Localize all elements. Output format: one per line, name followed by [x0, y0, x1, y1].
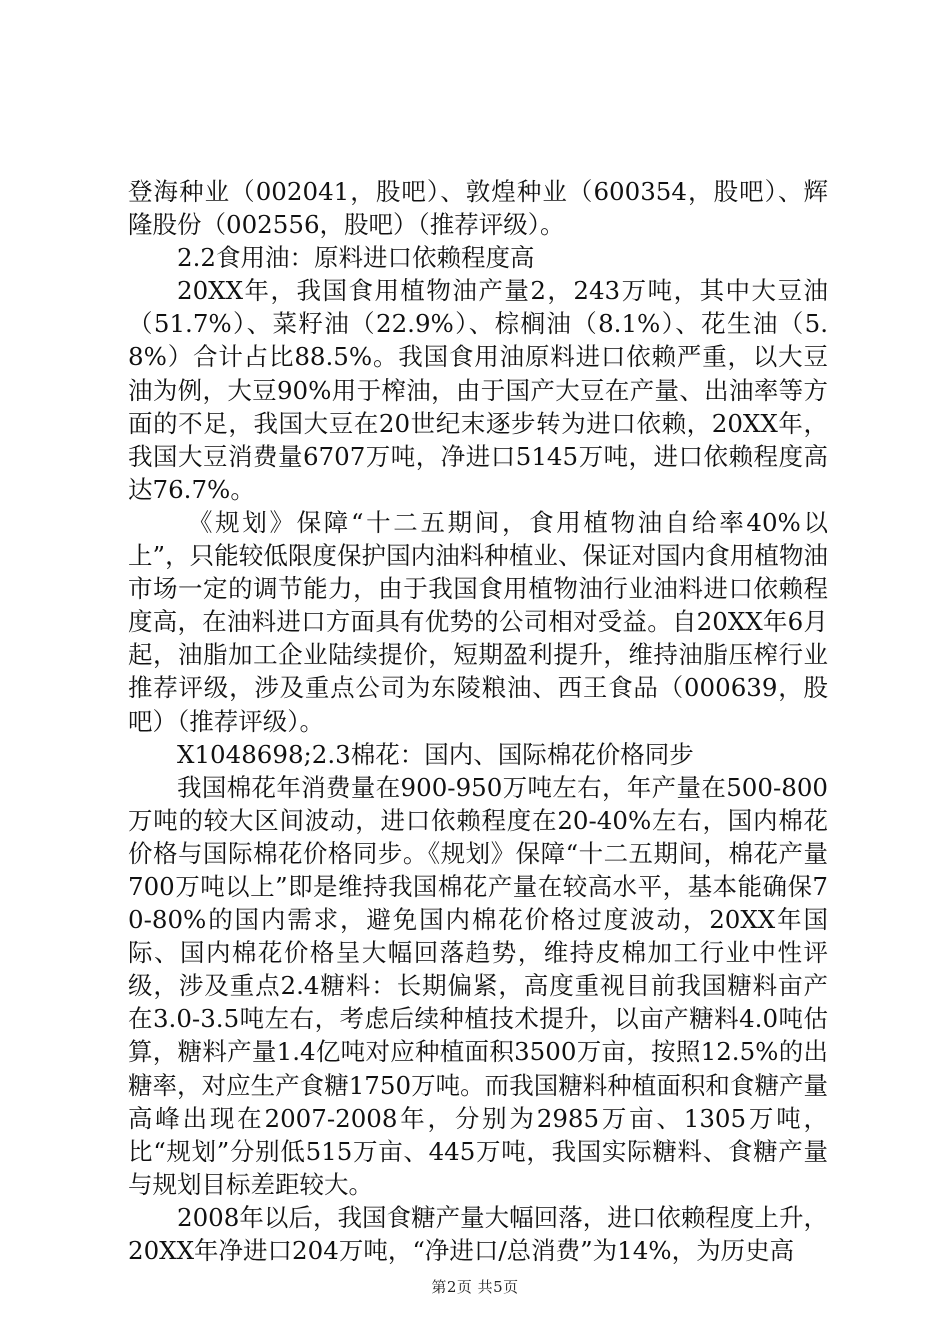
page-footer: 第2页 共5页 [431, 1278, 519, 1296]
paragraph-sugar-imports: 2008年以后，我国食糖产量大幅回落，进口依赖程度上升，20XX年净进口204万吨，“净进口/总消费”为14%，为历史高 [128, 1202, 828, 1265]
section-heading-cotton: X1048698;2.3棉花：国内、国际棉花价格同步 [177, 739, 694, 769]
paragraph-edible-oil-plan: 《规划》保障“十二五期间，食用植物油自给率40%以上”，只能较低限度保护国内油料种植业、保证对国内食用植物油市场一定的调节能力，由于我国食用植物油行业油料进口依赖程度高，在油料进口方面具有优势的公司相对受益。自20XX年6月起，油脂加工企业陆续提价，短期盈利提升，维持油脂压榨行业推荐评级，涉及重点公司为东陵粮油、西王食品（000639，股吧）（推荐评级）。 [128, 507, 828, 736]
paragraph-cotton-and-sugar: 我国棉花年消费量在900-950万吨左右，年产量在500-800万吨的较大区间波动，进口依赖程度在20-40%左右，国内棉花价格与国际棉花价格同步。《规划》保障“十二五期间，棉花产量700万吨以上”即是维持我国棉花产量在较高水平，基本能确保70-80%的国内需求，避免国内棉花价格过度波动，20XX年国际、国内棉花价格呈大幅回落趋势，维持皮棉加工行业中性评级，涉及重点2.4糖料：长期偏紧，高度重视目前我国糖料亩产在3.0-3.5吨左右，考虑后续种植技术提升，以亩产糖料4.0吨估算，糖料产量1.4亿吨对应种植面积3500万亩，按照12.5%的出糖率，对应生产食糖1750万吨。而我国糖料种植面积和食糖产量高峰出现在2007-2008年，分别为2985万亩、1305万吨，比“规划”分别低515万亩、445万吨，我国实际糖料、食糖产量与规划目标差距较大。 [128, 772, 828, 1199]
paragraph-seed-companies: 登海种业（002041，股吧）、敦煌种业（600354，股吧）、辉隆股份（002556，股吧）（推荐评级）。 [128, 177, 828, 240]
paragraph-edible-oil-production: 20XX年，我国食用植物油产量2，243万吨，其中大豆油（51.7%）、菜籽油（22.9%）、棕榈油（8.1%）、花生油（5.8%）合计占比88.5%。我国食用油原料进口依赖严重，以大豆油为例，大豆90%用于榨油，由于国产大豆在产量、出油率等方面的不足，我国大豆在20世纪末逐步转为进口依赖，20XX年，我国大豆消费量6707万吨，净进口5145万吨，进口依赖程度高达76.7%。 [128, 276, 828, 504]
document-body [128, 175, 828, 1267]
section-heading-edible-oil: 2.2食用油：原料进口依赖程度高 [177, 243, 535, 273]
